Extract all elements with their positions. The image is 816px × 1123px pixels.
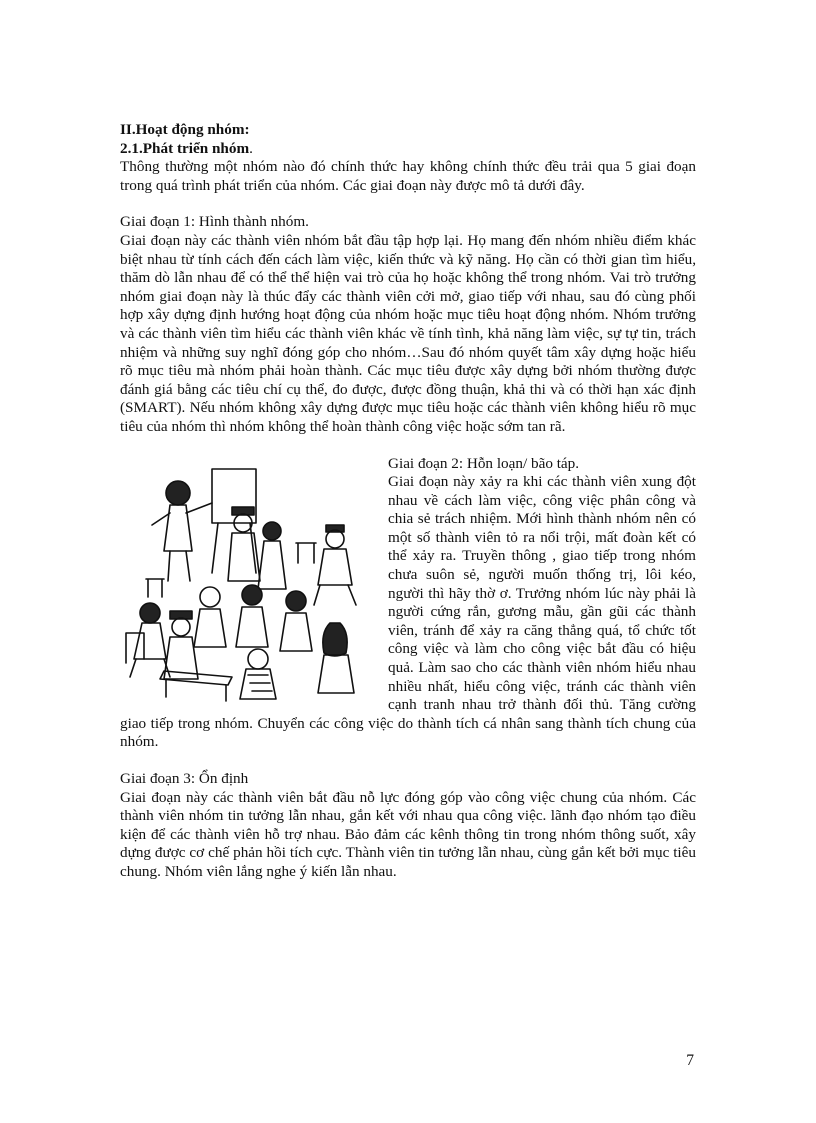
section-heading: II.Hoạt động nhóm:: [120, 121, 250, 138]
stage-3-body: Giai đoạn này các thành viên bắt đầu nỗ lực đóng góp vào công việc chung của nhóm. Các thành viên nhóm tin tưởng lẫn nhau, gắn kết với nhau qua công việc. lãnh đạo nhóm tạo điều kiện để các thành viên hỗ trợ nhau. Bảo đảm các kênh thông tin trong nhóm thông suốt, xây dựng được cơ chế phản hồi tích cực. Thành viên tin tưởng lẫn nhau, cùng gắn kết bởi mục tiêu chung. Nhóm viên lắng nghe ý kiến lẫn nhau.: [120, 788, 696, 880]
subheading-text: 2.1.Phát triển nhóm: [120, 139, 250, 157]
page-content: [120, 121, 696, 882]
page-number: 7: [686, 1052, 694, 1069]
subheading-suffix: .: [249, 139, 253, 157]
stage-3-title: Giai đoạn 3: Ổn định: [120, 770, 249, 787]
intro-paragraph: Thông thường một nhóm nào đó chính thức hay không chính thức đều trải qua 5 giai đoạn trong quá trình phát triển của nhóm. Các giai đoạn này được mô tả dưới đây.: [120, 158, 696, 194]
stage-2-body: Giai đoạn này xảy ra khi các thành viên xung đột nhau về cách làm việc, công việc phân công và chia sẻ trách nhiệm. Mới hình thành nhóm nên có một số thành viên tỏ ra nổi trội, mất đoàn kết có thể xảy ra. Truyền thông , giao tiếp trong nhóm chưa suôn sẻ, người muốn thống trị, lôi kéo, người thì hãy thờ ơ. Trưởng nhóm lúc này phải là người cứng rắn, gương mẫu, gần gũi các thành viên, tránh để xảy ra căng thẳng quá, tổ chức tốt công việc và làm cho công việc bắt đầu có hiệu quả. Làm sao cho các thành viên nhóm hiểu nhau nhiều nhất, hiểu công việc, tránh các thành viên cạnh tranh nhau trở thành đối thủ. Tăng cường giao tiếp trong nhóm. Chuyển các công việc do thành tích cá nhân sang thành tích chung của nhóm.: [120, 473, 696, 751]
stage-2-title: Giai đoạn 2: Hỗn loạn/ bão táp.: [388, 454, 580, 472]
section-subheading: [120, 140, 696, 159]
stage-1-body: Giai đoạn này các thành viên nhóm bắt đầu tập hợp lại. Họ mang đến nhóm nhiều điểm khác biệt nhau từ tính cách đến cách làm việc, kiến thức và kỹ năng. Họ cần có thời gian tìm hiểu, thăm dò lẫn nhau để có thể thể hiện vai trò của họ hoặc không thể trong nhóm. Vai trò trưởng nhóm giai đoạn này là thúc đẩy các thành viên cởi mở, giao tiếp với nhau, sau đó cùng phối hợp xây dựng định hướng hoạt động của nhóm hoặc mục tiêu hoạt động nhóm. Nhóm trưởng và các thành viên tìm hiểu các thành viên khác về tính tình, khả năng làm việc, sự tự tin, trách nhiệm và những suy nghĩ đóng góp cho nhóm…Sau đó nhóm quyết tâm xây dựng hoặc hiểu rõ mục tiêu mà nhóm phải hoàn thành. Các mục tiêu được xây dựng bởi nhóm thường được đánh giá bằng các tiêu chí cụ thể, đo được, được đồng thuận, khả thi và có thời hạn xác định (SMART). Nếu nhóm không xây dựng được mục tiêu hoặc các thành viên không hiểu rõ mục tiêu của nhóm thì nhóm không thể hoàn thành công việc hoặc sớm tan rã.: [120, 231, 696, 435]
stage-2-section: [120, 455, 696, 753]
stage-1-title: Giai đoạn 1: Hình thành nhóm.: [120, 213, 309, 231]
group-discussion-illustration: [120, 463, 378, 703]
